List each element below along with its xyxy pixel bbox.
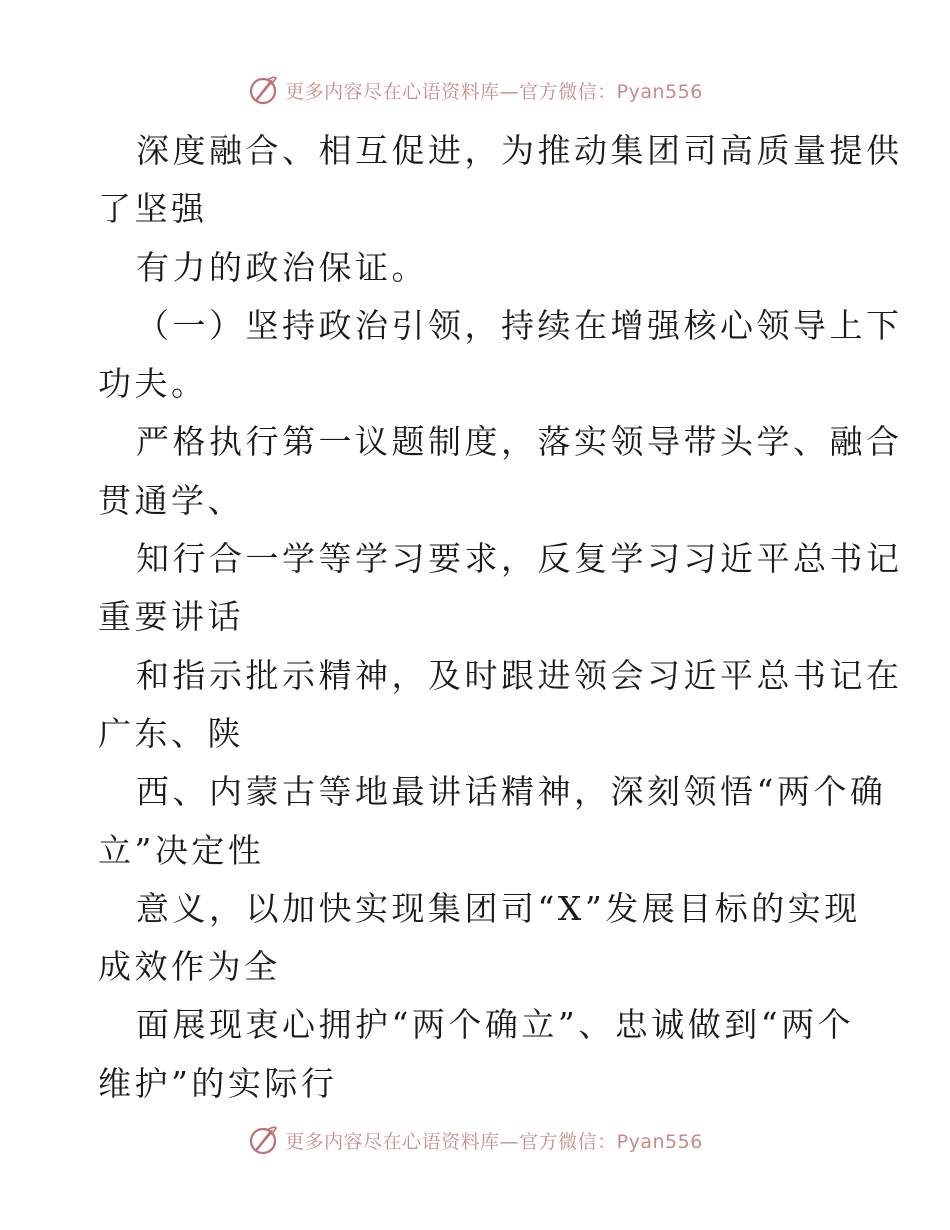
paragraph-line: 广东、陕 bbox=[98, 713, 244, 753]
paragraph-line: 成效作为全 bbox=[98, 947, 281, 987]
header-watermark-text: 更多内容尽在心语资料库—官方微信：Pyan556 bbox=[285, 80, 703, 103]
paragraph-line: 意义，以加快实现集团司“X”发展目标的实现 bbox=[136, 888, 861, 928]
footer-watermark-text: 更多内容尽在心语资料库—官方微信：Pyan556 bbox=[285, 1130, 703, 1153]
paragraph-line: 西、内蒙古等地最讲话精神，深刻领悟“两个确 bbox=[136, 772, 887, 812]
paragraph-line: 立”决定性 bbox=[98, 830, 265, 870]
paragraph-line: 知行合一学等学习要求，反复学习习近平总书记 bbox=[136, 539, 903, 579]
paragraph-line: 面展现衷心拥护“两个确立”、忠诚做到“两个 bbox=[136, 1005, 855, 1045]
paragraph-line: 维护”的实际行 bbox=[98, 1063, 338, 1103]
paragraph-line: 了坚强 bbox=[98, 189, 208, 229]
paragraph-line: 重要讲话 bbox=[98, 597, 244, 637]
paragraph-line: 有力的政治保证。 bbox=[136, 247, 428, 287]
footer-watermark bbox=[0, 1120, 950, 1160]
quill-pen-logo-icon bbox=[247, 74, 279, 106]
quill-pen-logo-icon bbox=[247, 1124, 279, 1156]
section-heading-line: 功夫。 bbox=[98, 364, 208, 404]
document-body bbox=[98, 122, 903, 1113]
section-heading-line: （一）坚持政治引领，持续在增强核心领导上下 bbox=[136, 305, 903, 345]
paragraph-line: 严格执行第一议题制度，落实领导带头学、融合 bbox=[136, 422, 903, 462]
header-watermark bbox=[0, 70, 950, 110]
paragraph-line: 贯通学、 bbox=[98, 480, 244, 520]
paragraph-line: 和指示批示精神，及时跟进领会习近平总书记在 bbox=[136, 655, 903, 695]
paragraph-line: 深度融合、相互促进，为推动集团司高质量提供 bbox=[136, 131, 903, 170]
